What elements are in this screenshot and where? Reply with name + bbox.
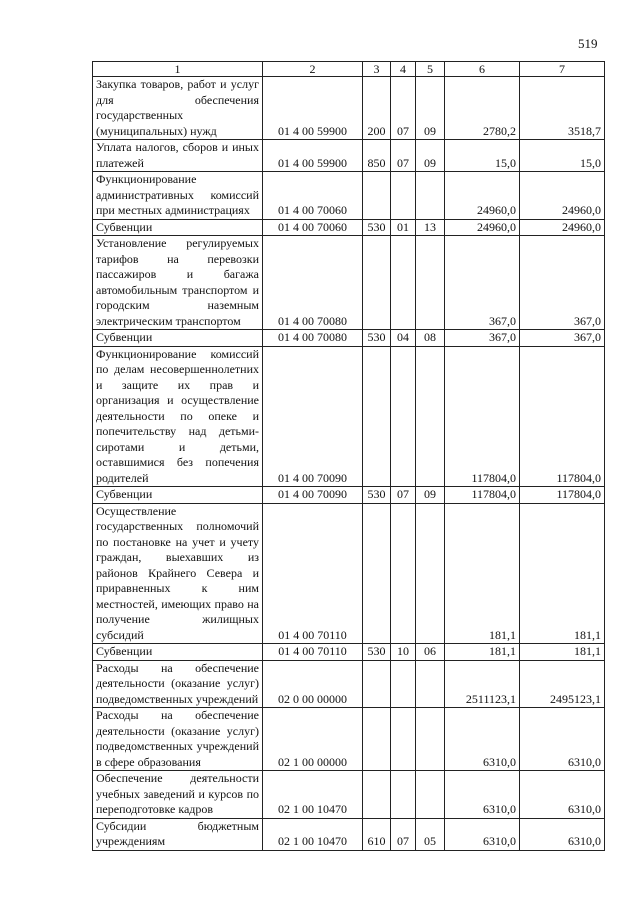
row-expense-type <box>363 660 391 708</box>
row-subsection <box>416 172 445 220</box>
row-amount-1: 24960,0 <box>445 219 520 236</box>
row-amount-1: 6310,0 <box>445 771 520 819</box>
row-name: Расходы на обеспечение деятельности (оказание услуг) подведомственных учреждений в сфере образования <box>93 708 263 771</box>
row-code: 01 4 00 59900 <box>263 140 363 172</box>
row-name: Обеспечение деятельности учебных заведений и курсов по переподготовке кадров <box>93 771 263 819</box>
table-row <box>93 771 605 819</box>
row-expense-type: 850 <box>363 140 391 172</box>
row-section: 04 <box>391 330 416 347</box>
row-subsection: 05 <box>416 818 445 850</box>
header-cell: 4 <box>391 62 416 77</box>
row-amount-2: 2495123,1 <box>520 660 605 708</box>
row-name: Функционирование комиссий по делам несовершеннолетних и защите их прав и организация и осуществление деятельности по опеке и попечительству над детьми-сиротами и детьми, оставшимися без попечения родителей <box>93 346 263 487</box>
row-expense-type <box>363 236 391 330</box>
row-subsection: 13 <box>416 219 445 236</box>
row-amount-1: 2780,2 <box>445 77 520 140</box>
row-amount-2: 24960,0 <box>520 172 605 220</box>
table-row <box>93 503 605 644</box>
table-row <box>93 644 605 661</box>
row-subsection <box>416 708 445 771</box>
row-amount-2: 181,1 <box>520 644 605 661</box>
row-name: Расходы на обеспечение деятельности (оказание услуг) подведомственных учреждений <box>93 660 263 708</box>
header-row <box>93 62 605 77</box>
row-amount-2: 117804,0 <box>520 487 605 504</box>
row-amount-2: 3518,7 <box>520 77 605 140</box>
row-subsection: 08 <box>416 330 445 347</box>
row-section: 07 <box>391 818 416 850</box>
row-expense-type <box>363 708 391 771</box>
row-code: 01 4 00 70080 <box>263 330 363 347</box>
row-section: 07 <box>391 487 416 504</box>
table-row <box>93 660 605 708</box>
row-subsection <box>416 503 445 644</box>
row-name: Субвенции <box>93 219 263 236</box>
row-expense-type: 530 <box>363 330 391 347</box>
row-amount-2: 6310,0 <box>520 771 605 819</box>
row-amount-1: 6310,0 <box>445 708 520 771</box>
row-amount-1: 2511123,1 <box>445 660 520 708</box>
row-subsection: 09 <box>416 77 445 140</box>
table-row <box>93 330 605 347</box>
row-section <box>391 346 416 487</box>
row-subsection <box>416 346 445 487</box>
row-subsection <box>416 771 445 819</box>
row-name: Субсидии бюджетным учреждениям <box>93 818 263 850</box>
row-expense-type <box>363 346 391 487</box>
row-expense-type: 530 <box>363 644 391 661</box>
row-amount-2: 367,0 <box>520 330 605 347</box>
row-amount-1: 15,0 <box>445 140 520 172</box>
row-subsection: 09 <box>416 140 445 172</box>
row-section: 07 <box>391 140 416 172</box>
row-expense-type <box>363 771 391 819</box>
row-section <box>391 172 416 220</box>
header-cell: 5 <box>416 62 445 77</box>
budget-table <box>92 61 605 851</box>
table-row <box>93 346 605 487</box>
row-name: Субвенции <box>93 487 263 504</box>
row-code: 02 0 00 00000 <box>263 660 363 708</box>
row-amount-2: 117804,0 <box>520 346 605 487</box>
row-code: 01 4 00 70090 <box>263 346 363 487</box>
row-code: 02 1 00 00000 <box>263 708 363 771</box>
row-section <box>391 236 416 330</box>
row-code: 01 4 00 70110 <box>263 644 363 661</box>
header-cell: 6 <box>445 62 520 77</box>
table-row <box>93 818 605 850</box>
row-section: 01 <box>391 219 416 236</box>
table-row <box>93 77 605 140</box>
row-section <box>391 503 416 644</box>
row-name: Уплата налогов, сборов и иных платежей <box>93 140 263 172</box>
row-amount-1: 181,1 <box>445 644 520 661</box>
row-name: Закупка товаров, работ и услуг для обеспечения государственных (муниципальных) нужд <box>93 77 263 140</box>
row-amount-2: 24960,0 <box>520 219 605 236</box>
row-section <box>391 708 416 771</box>
row-amount-1: 367,0 <box>445 236 520 330</box>
row-amount-1: 6310,0 <box>445 818 520 850</box>
row-code: 01 4 00 70060 <box>263 172 363 220</box>
row-expense-type: 530 <box>363 219 391 236</box>
row-expense-type: 200 <box>363 77 391 140</box>
row-expense-type: 610 <box>363 818 391 850</box>
row-subsection <box>416 236 445 330</box>
row-name: Функционирование административных комиссий при местных администрациях <box>93 172 263 220</box>
row-amount-1: 24960,0 <box>445 172 520 220</box>
row-expense-type <box>363 172 391 220</box>
row-name: Осуществление государственных полномочий по постановке на учет и учету граждан, выехавших из районов Крайнего Севера и приравненных к ним местностей, имеющих право на получение жилищных субсидий <box>93 503 263 644</box>
row-code: 01 4 00 59900 <box>263 77 363 140</box>
row-section: 07 <box>391 77 416 140</box>
row-code: 01 4 00 70110 <box>263 503 363 644</box>
row-amount-2: 6310,0 <box>520 818 605 850</box>
row-name: Установление регулируемых тарифов на перевозки пассажиров и багажа автомобильным транспортом и городским наземным электрическим транспортом <box>93 236 263 330</box>
table-row <box>93 140 605 172</box>
row-amount-1: 367,0 <box>445 330 520 347</box>
row-amount-2: 367,0 <box>520 236 605 330</box>
header-cell: 7 <box>520 62 605 77</box>
header-cell: 2 <box>263 62 363 77</box>
table-row <box>93 487 605 504</box>
row-section: 10 <box>391 644 416 661</box>
row-code: 01 4 00 70090 <box>263 487 363 504</box>
row-expense-type <box>363 503 391 644</box>
table-body <box>93 77 605 851</box>
row-expense-type: 530 <box>363 487 391 504</box>
row-amount-1: 117804,0 <box>445 487 520 504</box>
row-amount-2: 15,0 <box>520 140 605 172</box>
row-amount-1: 117804,0 <box>445 346 520 487</box>
row-subsection: 06 <box>416 644 445 661</box>
table-row <box>93 219 605 236</box>
page-number: 519 <box>578 36 598 51</box>
row-section <box>391 660 416 708</box>
row-amount-1: 181,1 <box>445 503 520 644</box>
row-code: 02 1 00 10470 <box>263 771 363 819</box>
row-amount-2: 181,1 <box>520 503 605 644</box>
header-cell: 1 <box>93 62 263 77</box>
row-name: Субвенции <box>93 330 263 347</box>
table-row <box>93 172 605 220</box>
row-code: 02 1 00 10470 <box>263 818 363 850</box>
row-name: Субвенции <box>93 644 263 661</box>
row-subsection: 09 <box>416 487 445 504</box>
header-cell: 3 <box>363 62 391 77</box>
row-code: 01 4 00 70080 <box>263 236 363 330</box>
table-row <box>93 708 605 771</box>
row-amount-2: 6310,0 <box>520 708 605 771</box>
table-row <box>93 236 605 330</box>
row-code: 01 4 00 70060 <box>263 219 363 236</box>
row-section <box>391 771 416 819</box>
row-subsection <box>416 660 445 708</box>
